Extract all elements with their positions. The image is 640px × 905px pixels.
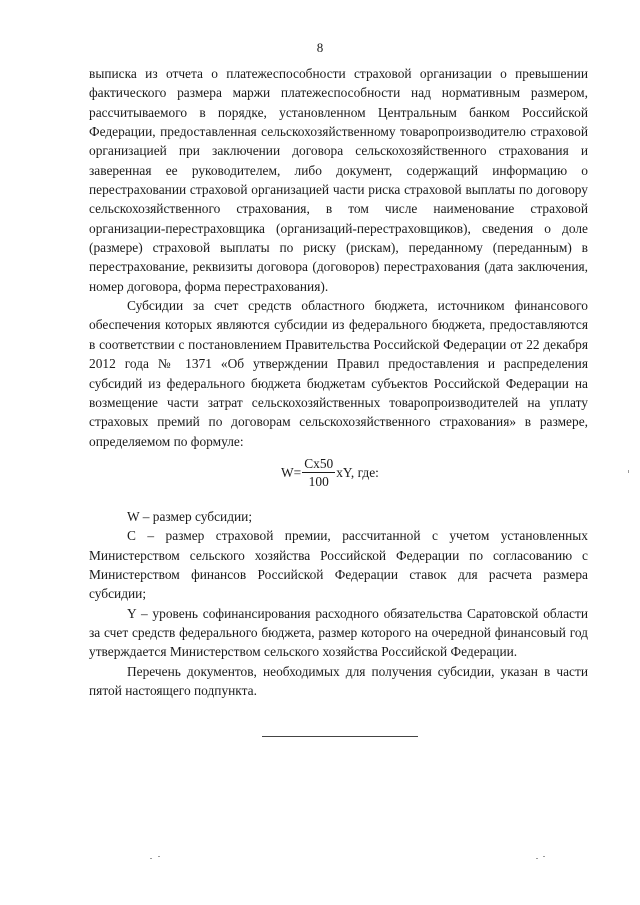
subsidy-formula: [281, 455, 379, 490]
definition-c: С – размер страховой премии, рассчитанной с учетом установленных Министерством сельского хозяйства Российской Федерации по согласованию с Министерством финансов Российской Федерации ставок для расчета размера субсидии;: [89, 528, 588, 602]
scan-speck-right: [536, 858, 538, 859]
paragraph-documents-reference: Перечень документов, необходимых для получения субсидии, указан в части пятой настоящего подпункта.: [89, 663, 588, 698]
formula-denominator: 100: [308, 473, 329, 489]
formula-row: [89, 453, 588, 493]
scan-speck-right-2: [543, 856, 545, 857]
document-body: [89, 64, 588, 700]
formula-lhs: W=: [281, 464, 302, 480]
page-number: 8: [316, 40, 324, 55]
definition-w: W – размер субсидии;: [127, 508, 253, 524]
formula-rhs: xY, где:: [336, 464, 379, 480]
definition-y: Y – уровень софинансирования расходного обязательства Саратовской области за счет средств федерального бюджета, размер которого на очередной финансовый год утверждается Министерством сельского хозяйства Российской Федерации.: [89, 605, 588, 660]
formula-fraction: [302, 455, 335, 490]
scan-speck-margin: [628, 470, 629, 473]
end-of-text-rule: [262, 736, 418, 737]
paragraph-reinsurance-docs: выписка из отчета о платежеспособности страховой организации о превышении фактического размера маржи платежеспособности над нормативным размером, рассчитываемого в порядке, установленном Центральным банком Российской Федерации, предоставленная сельскохозяйственному товаропроизводителю страховой организацией при заключении договора сельскохозяйственного страхования и заверенная ее руководителем, либо документ, содержащий информацию о перестраховании страховой организацией части риска страховой выплаты по договору сельскохозяйственного страхования, в том числе наименование страховой организации-перестраховщика (организаций-перестраховщиков), сведения о доле (размере) страховой выплаты по риску (рискам), переданному (переданным) в перестрахование, реквизиты договора (договоров) перестрахования (дата заключения, номер договора, форма перестрахования).: [89, 66, 588, 294]
scan-speck-left-2: [158, 856, 160, 857]
scan-speck-left: [150, 858, 152, 859]
paragraph-subsidy-basis: Субсидии за счет средств областного бюджета, источником финансового обеспечения которых являются субсидии из федерального бюджета, предоставляются в соответствии с постановлением Правительства Российской Федерации от 22 декабря 2012 года № 1371 «Об утверждении Правил предоставления и распределения субсидий из федерального бюджета бюджетам субъектов Российской Федерации на возмещение части затрат сельскохозяйственных товаропроизводителей на уплату страховых премий по договорам сельскохозяйственного страхования» в размере, определяемом по формуле:: [89, 298, 588, 449]
formula-numerator: Cx50: [304, 455, 334, 471]
